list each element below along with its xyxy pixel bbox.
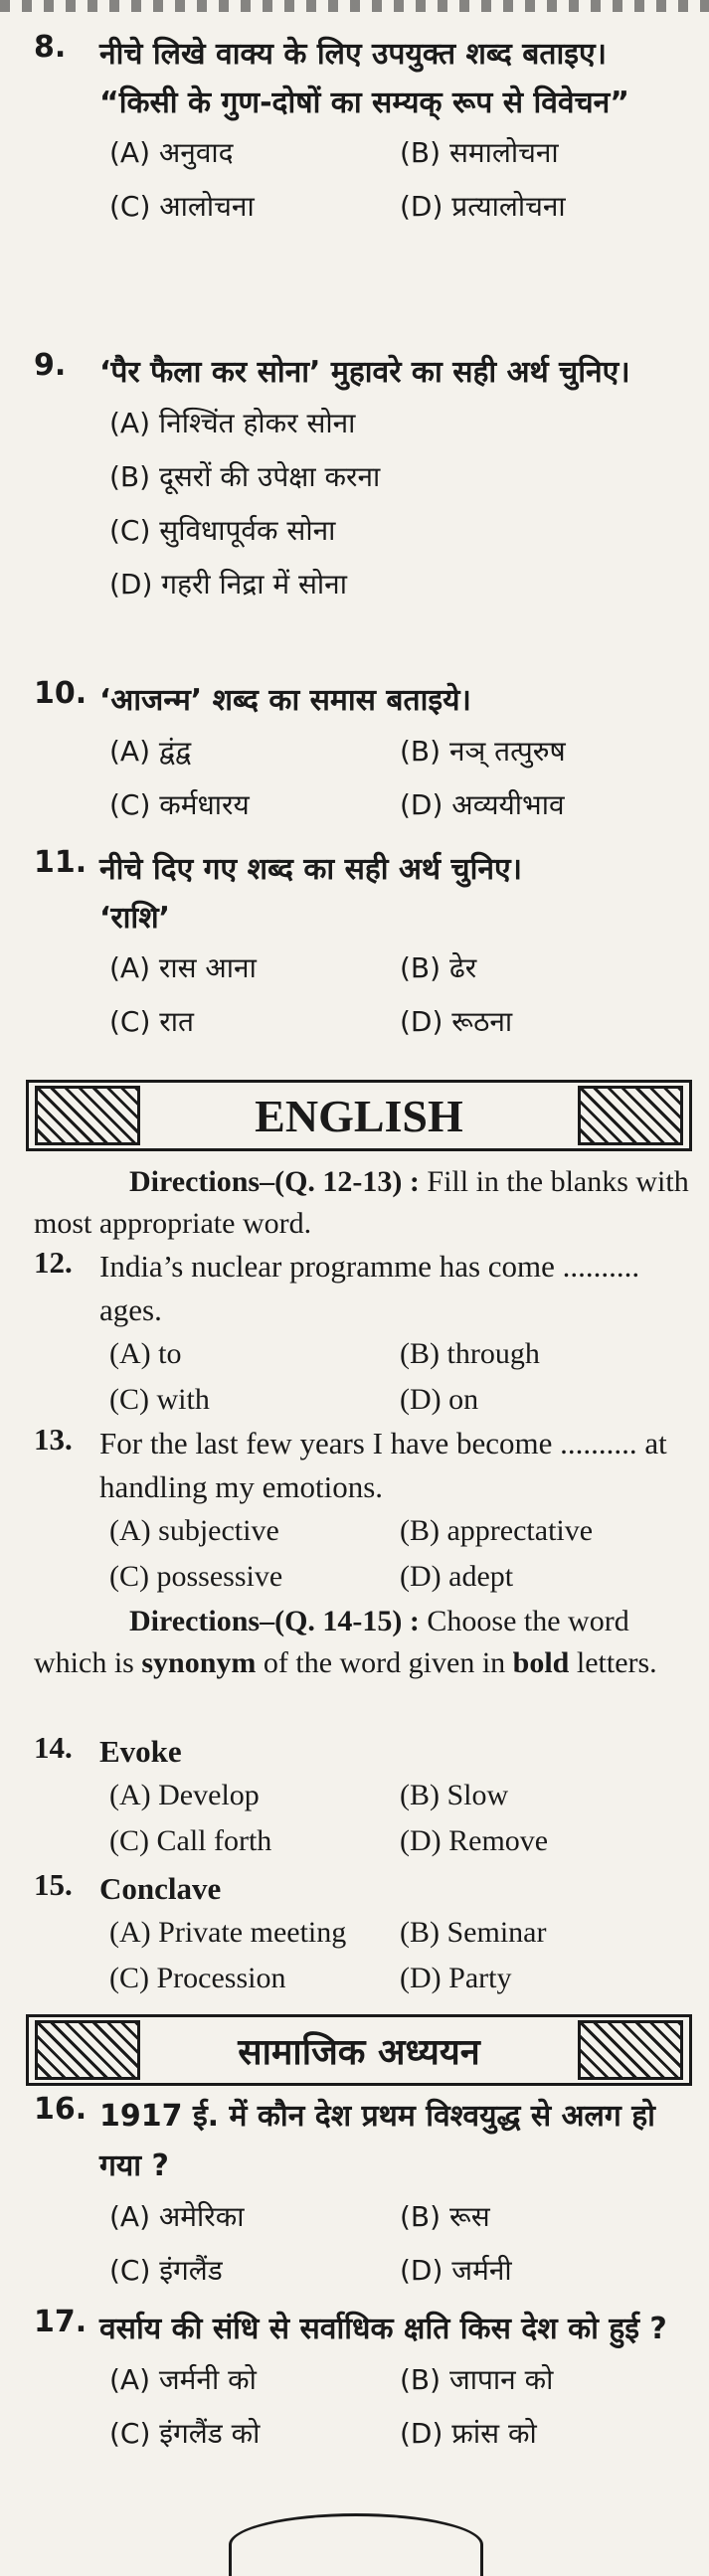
option-a[interactable]: (A) Private meeting [109,1916,347,1949]
directions-lead: Directions–(Q. 12-13) : [129,1165,420,1198]
question-number: 15. [34,1867,73,1902]
option-b[interactable]: (B) ढेर [400,951,477,984]
question-text: ‘पैर फैला कर सोना’ मुहावरे का सही अर्थ चुनिए। [99,355,630,390]
option-d[interactable]: (D) रूठना [400,1005,513,1038]
question-14 [34,1730,697,1863]
question-17 [34,2305,697,2460]
question-16 [34,2092,697,2297]
option-a[interactable]: (A) Develop [109,1779,260,1811]
directions-text-part2: of the word given in [263,1646,506,1679]
option-a[interactable]: (A) subjective [109,1514,279,1547]
question-number: 10. [34,676,88,711]
hatch-decoration-left [35,2020,140,2080]
option-d[interactable]: (D) जर्मनी [400,2254,512,2287]
option-b[interactable]: (B) दूसरों की उपेक्षा करना [109,460,381,493]
question-number: 13. [34,1422,73,1457]
question-number: 16. [34,2092,88,2127]
option-c[interactable]: (C) इंगलैंड को [109,2417,261,2450]
option-a[interactable]: (A) अनुवाद [109,136,234,169]
option-b[interactable]: (B) नञ् तत्पुरुष [400,735,566,768]
top-decorative-border [0,0,709,12]
option-b[interactable]: (B) जापान को [400,2363,554,2396]
option-c[interactable]: (C) सुविधापूर्वक सोना [109,514,336,547]
directions-bold-word: bold [512,1646,570,1679]
directions-bold-synonym: synonym [141,1646,257,1679]
section-banner-social-studies [26,2014,692,2086]
question-9 [34,348,697,610]
question-10 [34,676,697,831]
option-c[interactable]: (C) with [109,1383,210,1416]
directions-text-part3: letters. [576,1646,657,1679]
section-title: ENGLISH [255,1090,463,1141]
option-d[interactable]: (D) प्रत्यालोचना [400,190,566,223]
option-c[interactable]: (C) Procession [109,1962,286,1994]
option-d[interactable]: (D) Party [400,1962,512,1994]
directions-text-part1: Choose the word which is [34,1605,629,1679]
option-d[interactable]: (D) on [400,1383,479,1416]
option-a[interactable]: (A) अमेरिका [109,2200,245,2233]
option-c[interactable]: (C) आलोचना [109,190,255,223]
option-a[interactable]: (A) द्वंद्व [109,735,192,768]
option-d[interactable]: (D) adept [400,1560,514,1593]
question-15 [34,1867,697,2000]
hatch-decoration-right [578,2020,683,2080]
option-c[interactable]: (C) रात [109,1005,194,1038]
option-c[interactable]: (C) इंगलैंड [109,2254,223,2287]
question-number: 9. [34,348,67,383]
question-text: नीचे लिखे वाक्य के लिए उपयुक्त शब्द बताइए। [99,37,607,72]
option-b[interactable]: (B) Slow [400,1779,509,1811]
question-quote: “किसी के गुण-दोषों का सम्यक् रूप से विवेचन” [99,86,630,120]
option-b[interactable]: (B) through [400,1337,540,1370]
option-a[interactable]: (A) रास आना [109,951,257,984]
question-13 [34,1422,697,1599]
option-b[interactable]: (B) Seminar [400,1916,547,1949]
question-number: 11. [34,845,88,880]
option-d[interactable]: (D) Remove [400,1824,549,1857]
question-8 [34,30,697,233]
question-12 [34,1245,697,1422]
directions-12-13 [34,1161,697,1245]
option-b[interactable]: (B) apprectative [400,1514,594,1547]
question-text: 1917 ई. में कौन देश प्रथम विश्वयुद्ध से अलग हो गया ? [99,2099,655,2183]
option-b[interactable]: (B) समालोचना [400,136,559,169]
question-number: 12. [34,1245,73,1280]
question-word: Conclave [99,1871,222,1906]
question-quote: ‘राशि’ [99,901,171,936]
option-a[interactable]: (A) to [109,1337,182,1370]
option-d[interactable]: (D) फ्रांस को [400,2417,537,2450]
question-text: नीचे दिए गए शब्द का सही अर्थ चुनिए। [99,852,522,887]
question-11 [34,845,697,1048]
option-a[interactable]: (A) जर्मनी को [109,2363,257,2396]
question-number: 14. [34,1730,73,1765]
directions-14-15 [34,1601,697,1684]
option-c[interactable]: (C) possessive [109,1560,283,1593]
hatch-decoration-left [35,1086,140,1145]
section-title: सामाजिक अध्ययन [238,2031,480,2073]
question-text: ‘आजन्म’ शब्द का समास बताइये। [99,683,471,718]
option-d[interactable]: (D) गहरी निद्रा में सोना [109,568,347,601]
option-d[interactable]: (D) अव्ययीभाव [400,788,565,821]
question-text: For the last few years I have become .......... at handling my emotions. [99,1426,667,1504]
option-a[interactable]: (A) निश्चिंत होकर सोना [109,407,356,439]
question-number: 8. [34,30,67,65]
question-word: Evoke [99,1734,182,1769]
hatch-decoration-right [578,1086,683,1145]
option-c[interactable]: (C) कर्मधारय [109,788,250,821]
directions-lead: Directions–(Q. 14-15) : [129,1605,420,1637]
directions-text: Fill in the blanks with most appropriate word. [34,1165,689,1240]
question-number: 17. [34,2305,88,2339]
option-b[interactable]: (B) रूस [400,2200,490,2233]
option-c[interactable]: (C) Call forth [109,1824,272,1857]
section-banner-english [26,1080,692,1151]
question-text: वर्साय की संधि से सर्वाधिक क्षति किस देश को हुई ? [99,2312,667,2346]
question-text: India’s nuclear programme has come .......... ages. [99,1249,640,1327]
